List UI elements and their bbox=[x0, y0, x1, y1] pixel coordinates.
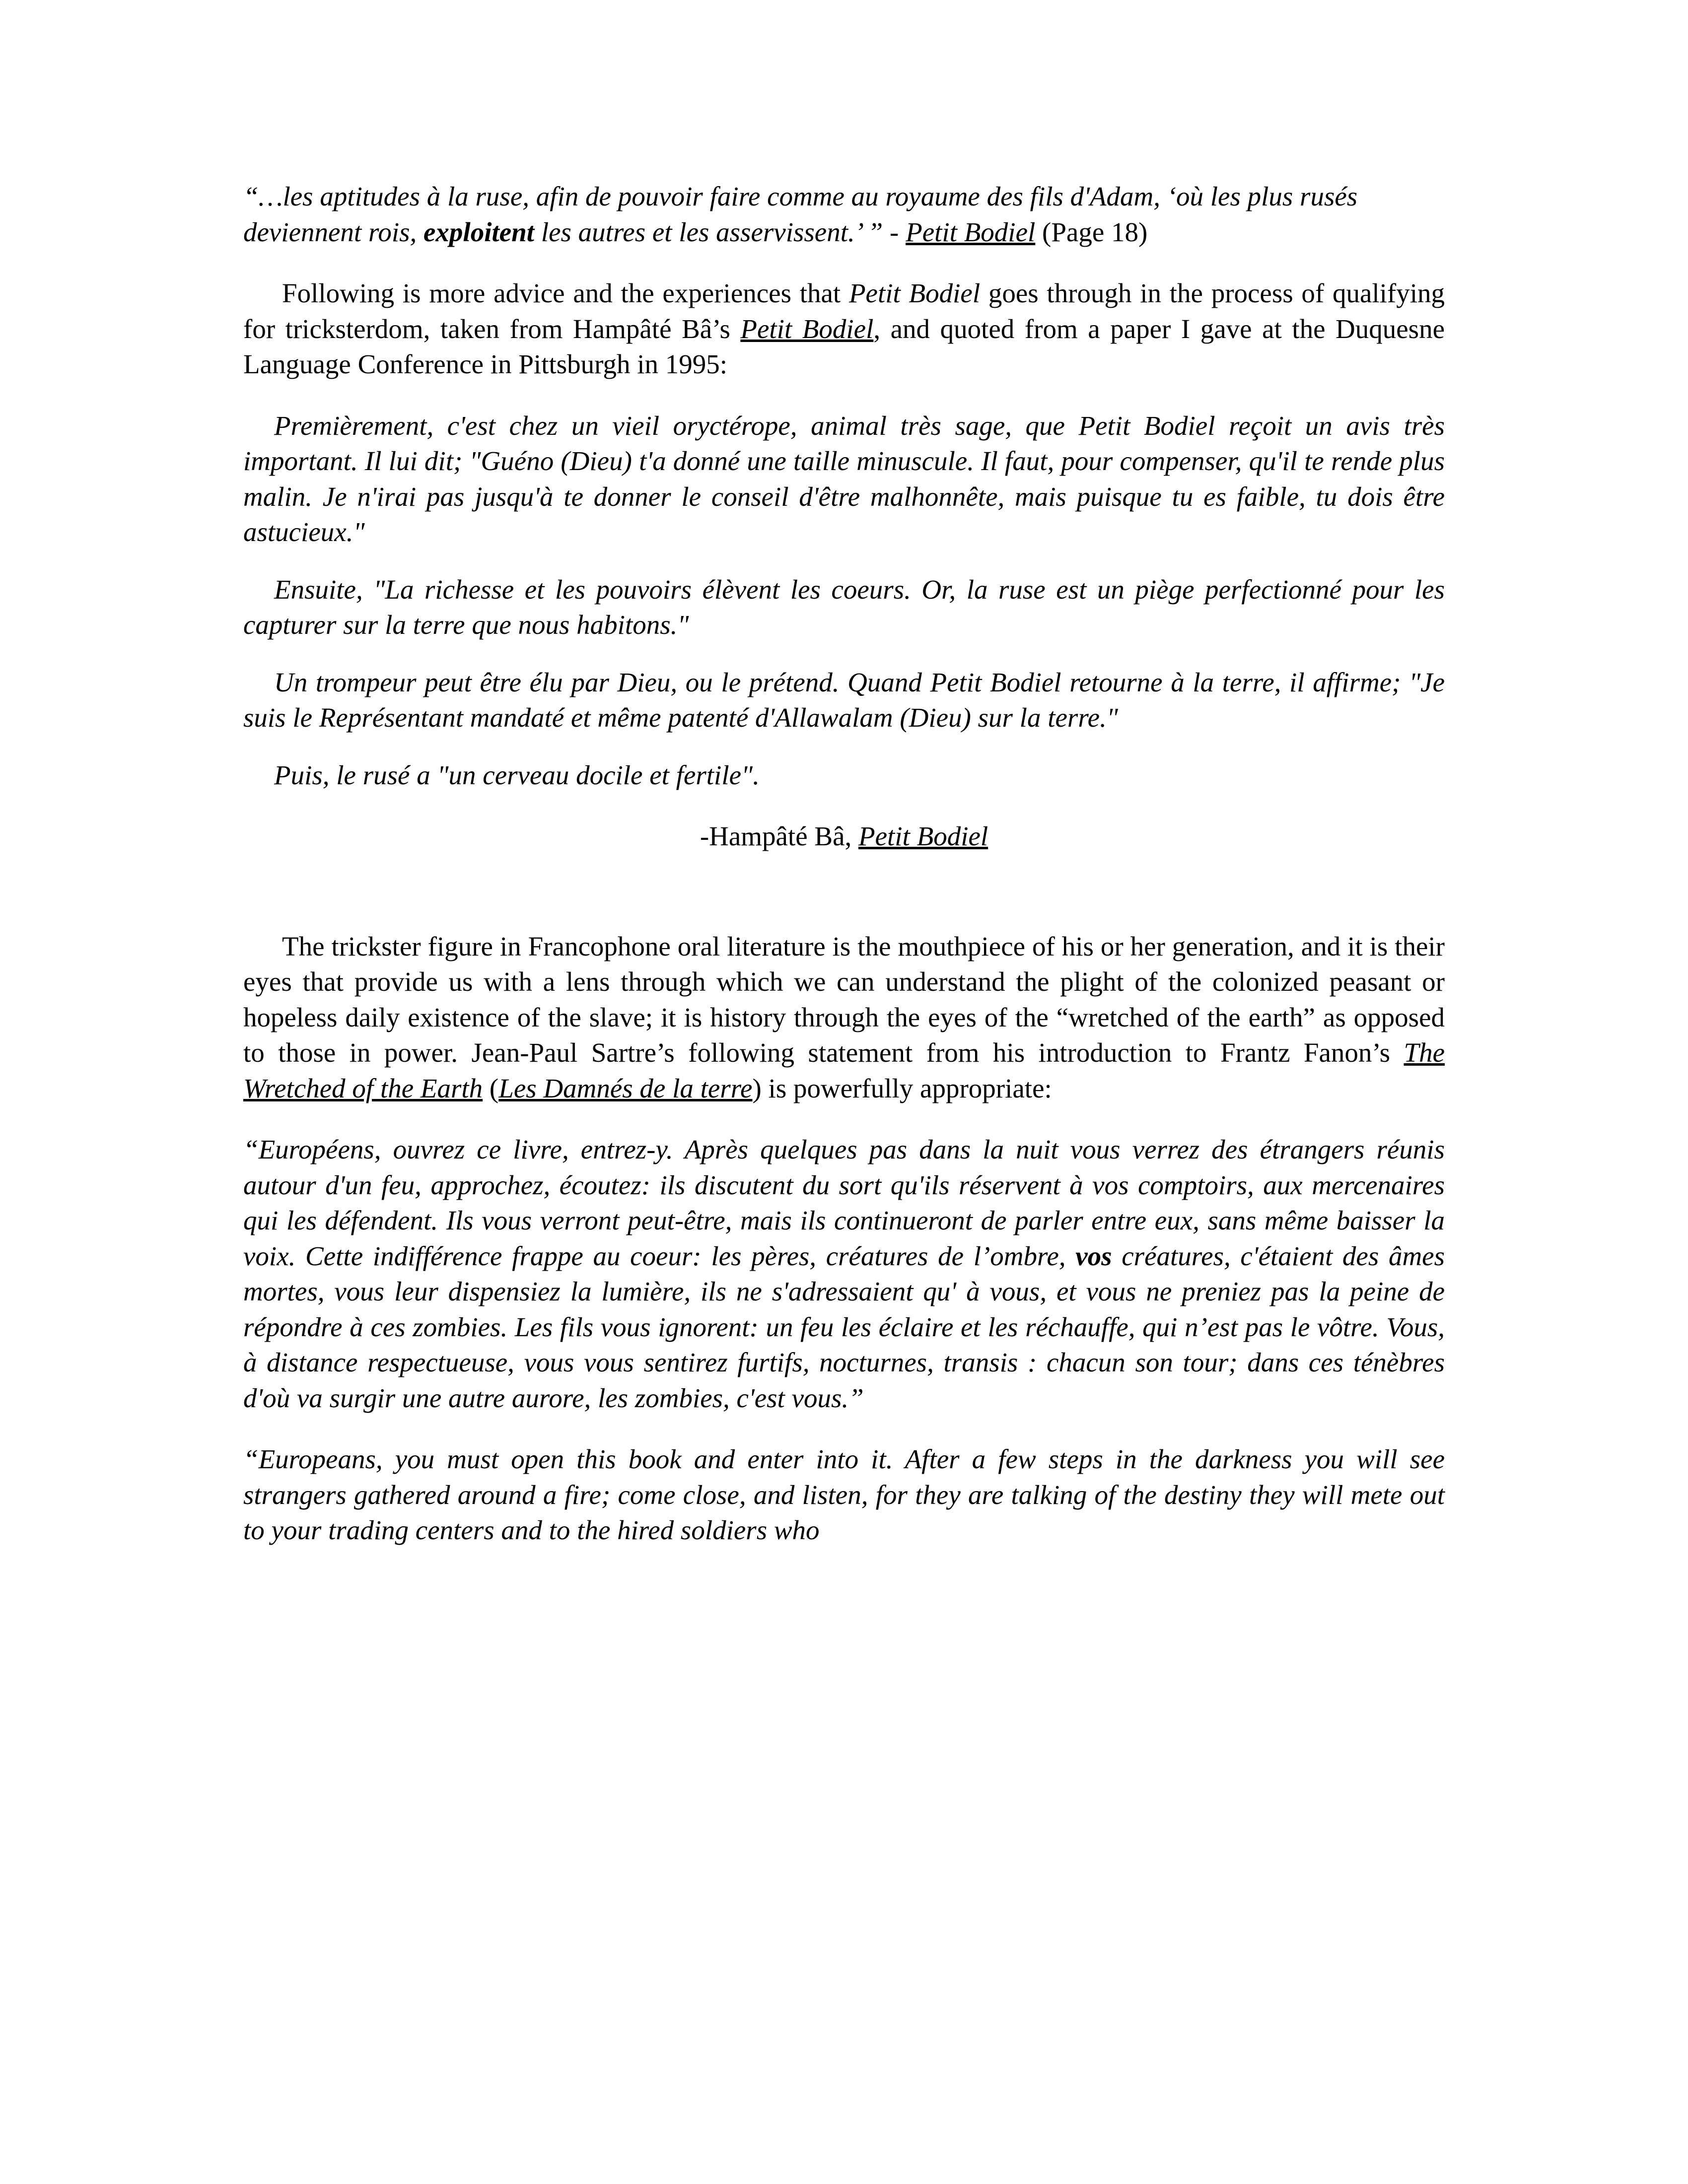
epigraph-text-1: “…les aptitudes à la ruse, afin de pouvoir faire comme au royaume des fils d'Adam, ‘où les plus rusés deviennent rois, bbox=[243, 181, 1358, 247]
sartre-french-emphasis: vos bbox=[1075, 1240, 1112, 1271]
trickster-text-3: ) is powerfully appropriate: bbox=[752, 1073, 1052, 1103]
epigraph-paragraph bbox=[243, 179, 1445, 250]
document-body bbox=[243, 179, 1445, 1548]
attribution-author: -Hampâté Bâ, bbox=[700, 821, 858, 851]
spacer bbox=[243, 550, 1445, 572]
epigraph-emphasis: exploitent bbox=[423, 216, 535, 247]
trickster-title-french: Les Damnés de la terre bbox=[498, 1073, 753, 1103]
trickster-title-english: The Wretched of the Earth bbox=[243, 1037, 1445, 1103]
sartre-quote-french bbox=[243, 1132, 1445, 1416]
sartre-french-text-2: créatures, c'étaient des âmes mortes, vous leur dispensiez la lumière, ils ne s'adressaient qu' à vous, et vous ne preniez pas la peine de répondre à ces zombies. Les fils vous ignorent: un feu les éclaire et les réchauffe, qui n’est pas le vôtre. Vous, à distance respectueuse, vous vous sentirez furtifs, nocturnes, transis : chacun son tour; dans ces ténèbres d'où va surgir une autre aurore, les zombies, c'est vous.” bbox=[243, 1240, 1445, 1413]
epigraph-text-2: les autres et les asservissent.’ ” - bbox=[534, 216, 906, 247]
spacer bbox=[243, 854, 1445, 929]
following-text-3: , and quoted from a paper I gave at the Duquesne Language Conference in Pittsburgh in 1995: bbox=[243, 313, 1445, 379]
epigraph-title-citation: Petit Bodiel bbox=[906, 216, 1036, 247]
quote-trompeur: Un trompeur peut être élu par Dieu, ou le prétend. Quand Petit Bodiel retourne à la terre, il affirme; "Je suis le Représentant mandaté et même patenté d'Allawalam (Dieu) sur la terre." bbox=[243, 667, 1445, 733]
spacer bbox=[243, 1416, 1445, 1441]
quote-puis: Puis, le rusé a "un cerveau docile et fertile". bbox=[274, 759, 760, 790]
spacer bbox=[243, 250, 1445, 275]
spacer bbox=[243, 736, 1445, 757]
following-title-2: Petit Bodiel bbox=[740, 313, 874, 344]
epigraph-page-reference: (Page 18) bbox=[1035, 216, 1148, 247]
quote-ensuite: Ensuite, "La richesse et les pouvoirs élèvent les coeurs. Or, la ruse est un piège perfectionné pour les capturer sur la terre que nous habitons." bbox=[243, 574, 1445, 640]
spacer bbox=[243, 382, 1445, 408]
sartre-quote-english: “Europeans, you must open this book and enter into it. After a few steps in the darkness you will see strangers gathered around a fire; come close, and listen, for they are talking of the destiny they will mete out to your trading centers and to the hired soldiers who bbox=[243, 1444, 1445, 1545]
trickster-text-1: The trickster figure in Francophone oral literature is the mouthpiece of his or her generation, and it is their eyes that provide us with a lens through which we can understand the plight of the colonized peasant or hopeless daily existence of the slave; it is history through the eyes of the “wretched of the earth” as opposed to those in power. Jean-Paul Sartre’s following statement from his introduction to Frantz Fanon’s bbox=[243, 931, 1445, 1068]
attribution-title: Petit Bodiel bbox=[858, 821, 988, 851]
quote-premierement: Premièrement, c'est chez un vieil oryctérope, animal très sage, que Petit Bodiel reçoit un avis très important. Il lui dit; "Guéno (Dieu) t'a donné une taille minuscule. Il faut, pour compenser, qu'il te rende plus malin. Je n'irai pas jusqu'à te donner le conseil d'être malhonnête, mais puisque tu es faible, tu dois être astucieux." bbox=[243, 410, 1445, 547]
following-text-1: Following is more advice and the experiences that bbox=[282, 278, 849, 308]
following-title-1: Petit Bodiel bbox=[848, 278, 981, 308]
spacer bbox=[243, 643, 1445, 665]
quoted-passage-block bbox=[243, 408, 1445, 793]
quote-attribution bbox=[243, 819, 1445, 854]
following-text-2: goes through in the process of qualifying for tricksterdom, taken from Hampâté Bâ’s bbox=[243, 278, 1445, 344]
spacer bbox=[243, 1106, 1445, 1132]
spacer bbox=[243, 793, 1445, 819]
trickster-paragraph bbox=[243, 929, 1445, 1106]
following-paragraph bbox=[243, 275, 1445, 382]
trickster-text-2: ( bbox=[483, 1073, 499, 1103]
sartre-french-text-1: “Européens, ouvrez ce livre, entrez-y. Après quelques pas dans la nuit vous verrez des étrangers réunis autour d'un feu, approchez, écoutez: ils discutent du sort qu'ils réservent à vos comptoirs, aux mercenaires qui les défendent. Ils vous verront peut-être, mais ils continueront de parler entre eux, sans même baisser la voix. Cette indifférence frappe au coeur: les pères, créatures de l’ombre, bbox=[243, 1134, 1445, 1271]
